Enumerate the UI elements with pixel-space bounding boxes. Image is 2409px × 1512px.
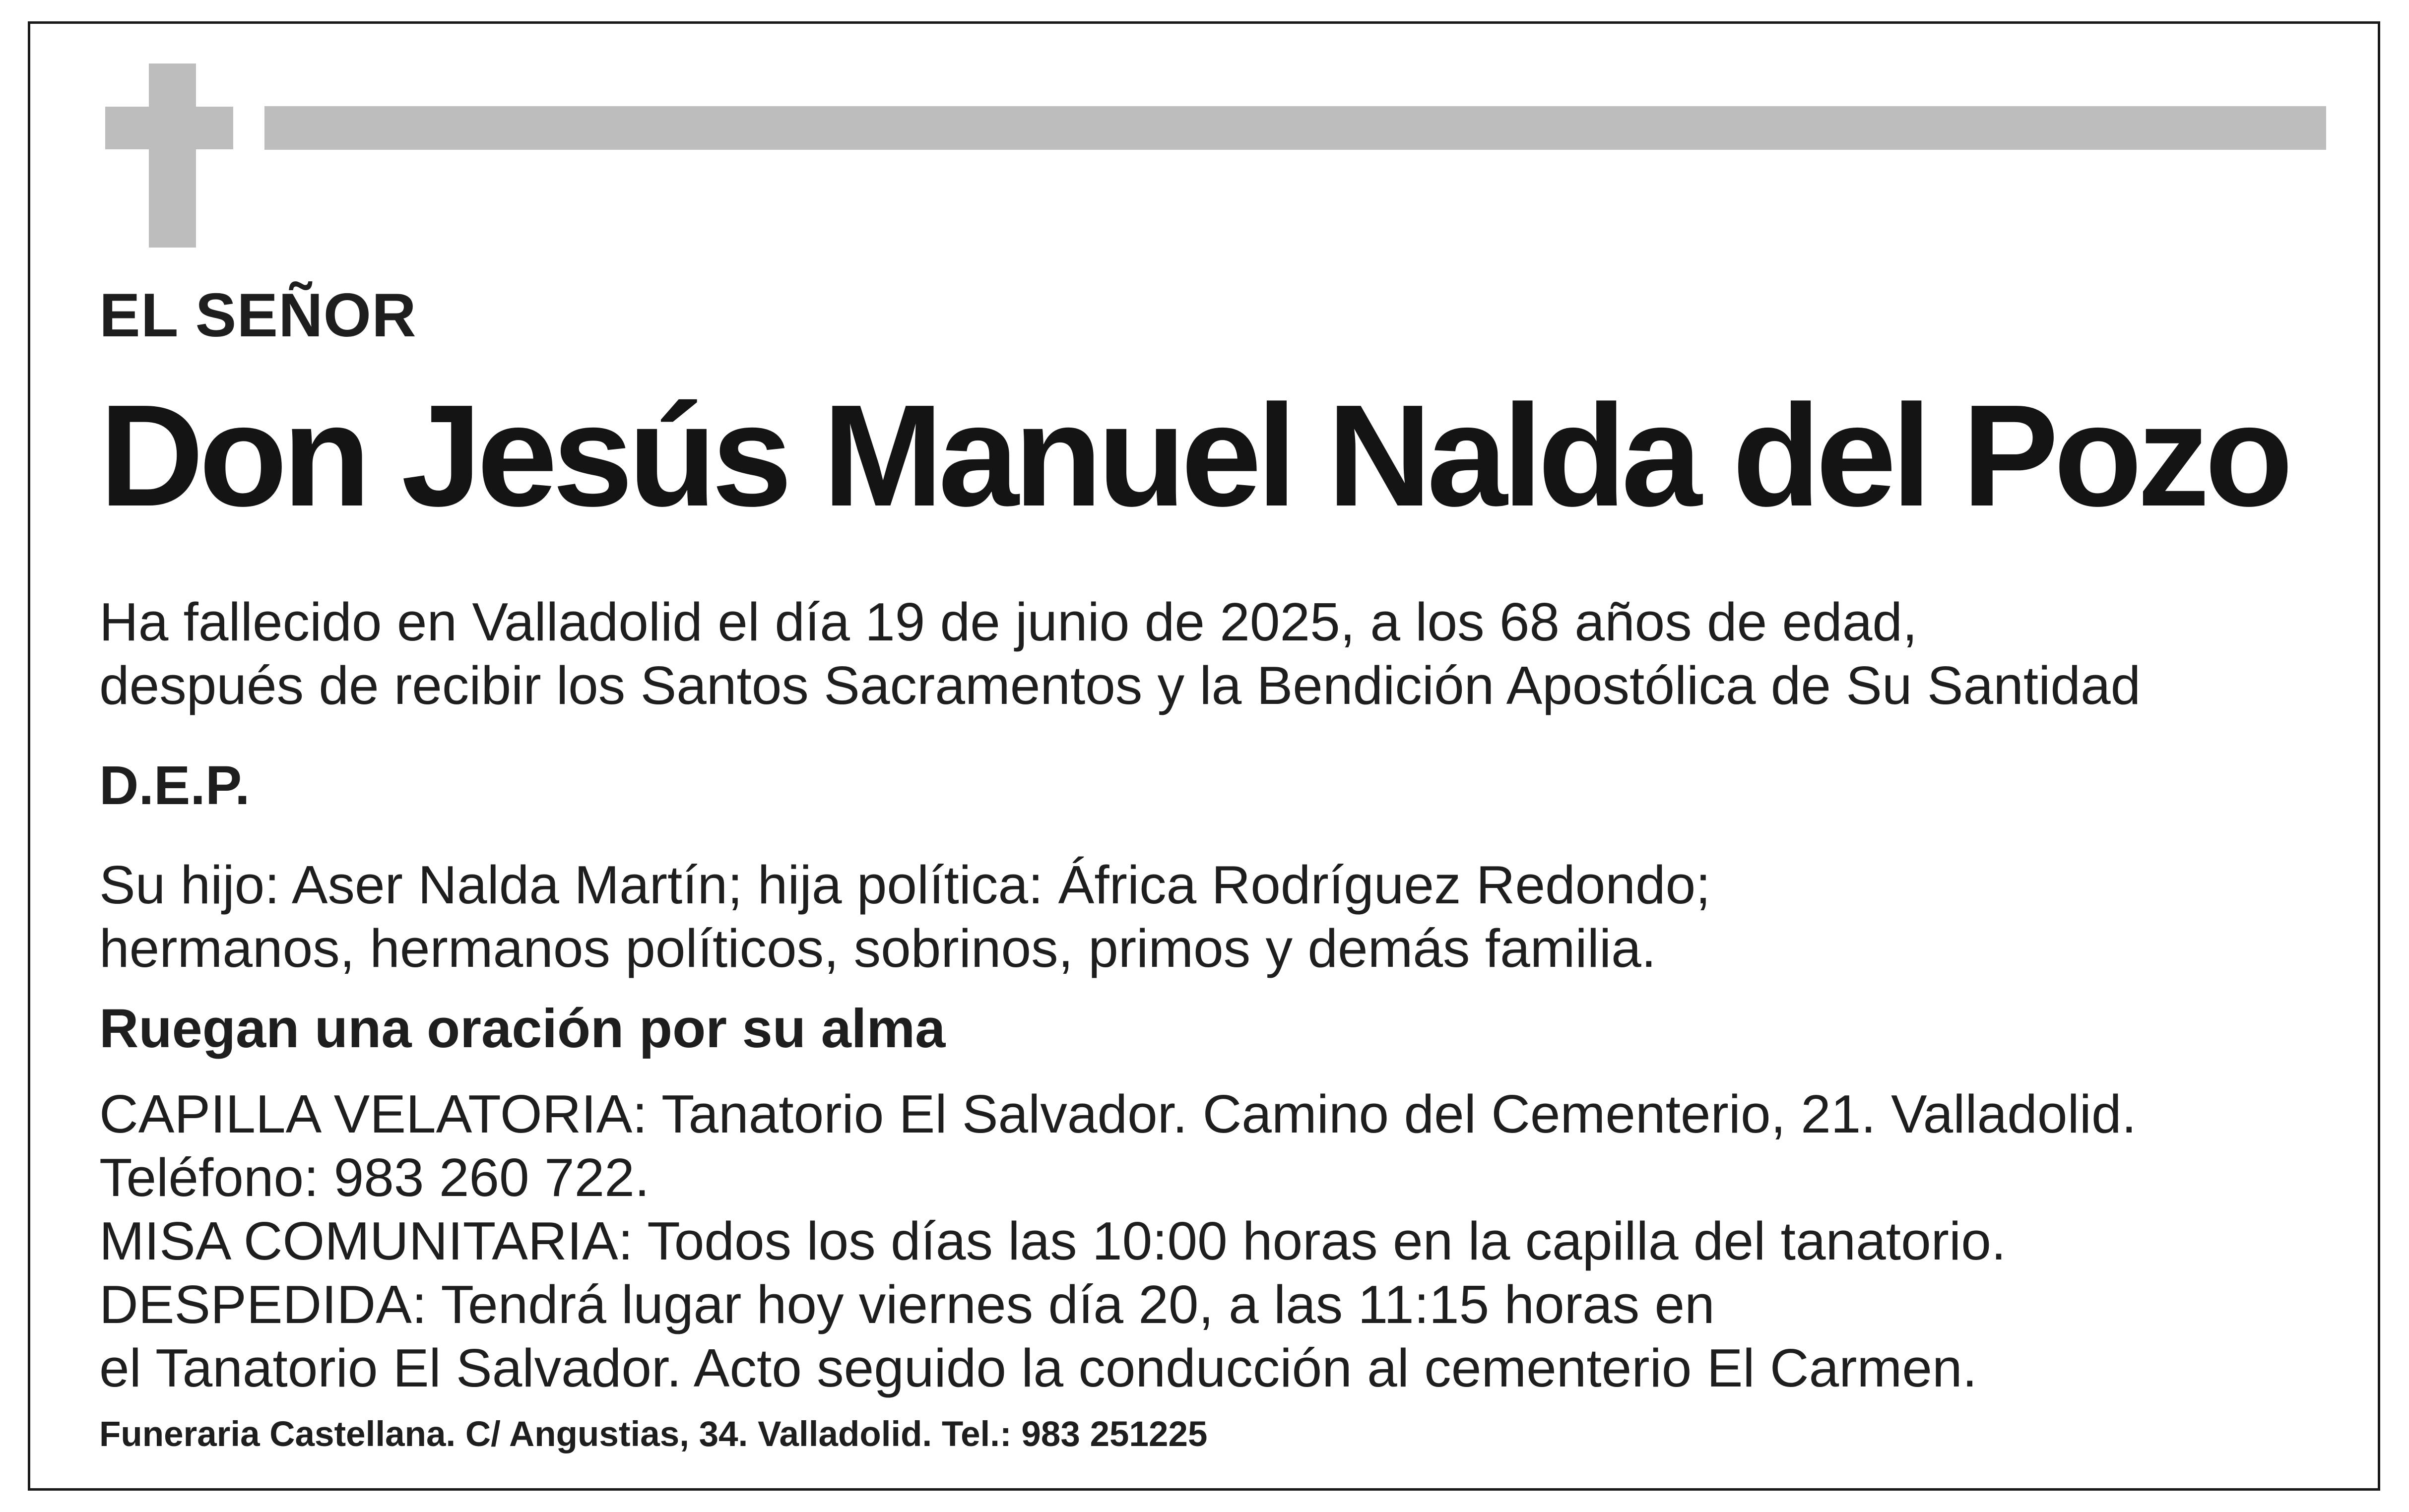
arrangements <box>99 1082 2137 1400</box>
deceased-name: Don Jesús Manuel Nalda del Pozo <box>99 375 2288 536</box>
header-rule <box>264 106 2326 150</box>
funeral-home-footer: Funeraria Castellana. C/ Angustias, 34. Valladolid. Tel.: 983 251225 <box>99 1415 1208 1454</box>
death-info-line: después de recibir los Santos Sacramentos y la Bendición Apostólica de Su Santidad <box>99 655 2141 716</box>
cross-horizontal-bar <box>105 107 233 149</box>
arrangement-line: MISA COMUNITARIA: Todos los días las 10:00 horas en la capilla del tanatorio. <box>99 1211 2007 1271</box>
death-info-line: Ha fallecido en Valladolid el día 19 de junio de 2025, a los 68 años de edad, <box>99 592 1918 652</box>
title-label: EL SEÑOR <box>99 281 417 350</box>
dep-label: D.E.P. <box>99 755 250 816</box>
family-line: hermanos, hermanos políticos, sobrinos, primos y demás familia. <box>99 918 1657 979</box>
prayer-request: Ruegan una oración por su alma <box>99 998 946 1059</box>
arrangement-line: DESPEDIDA: Tendrá lugar hoy viernes día 20, a las 11:15 horas en <box>99 1274 1715 1335</box>
family-list <box>99 853 1711 980</box>
arrangement-line: CAPILLA VELATORIA: Tanatorio El Salvador. Camino del Cementerio, 21. Valladolid. <box>99 1084 2137 1144</box>
family-line: Su hijo: Aser Nalda Martín; hija política: África Rodríguez Redondo; <box>99 855 1711 915</box>
arrangement-line: Teléfono: 983 260 722. <box>99 1147 650 1208</box>
arrangement-line: el Tanatorio El Salvador. Acto seguido la conducción al cementerio El Carmen. <box>99 1338 1977 1398</box>
cross-vertical-bar <box>149 63 196 248</box>
death-info <box>99 590 2141 717</box>
